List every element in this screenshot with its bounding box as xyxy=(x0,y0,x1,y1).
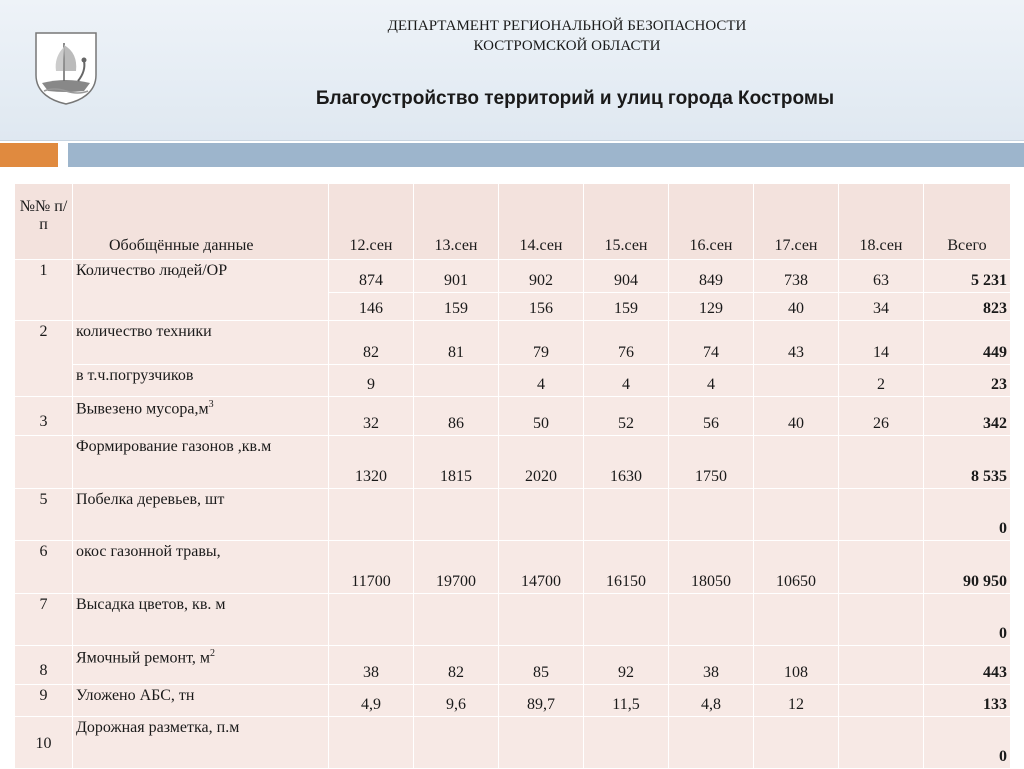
table-cell: 52 xyxy=(584,397,669,436)
table-cell: 4,8 xyxy=(669,685,754,717)
table-cell: 108 xyxy=(754,646,839,685)
table-cell: 81 xyxy=(414,321,499,365)
table-cell: 11700 xyxy=(329,541,414,594)
orange-accent-bar xyxy=(0,143,58,167)
table-cell xyxy=(669,717,754,769)
table-cell: 38 xyxy=(669,646,754,685)
header-num: №№ п/п xyxy=(15,184,73,260)
table-cell: 902 xyxy=(499,260,584,293)
table-cell xyxy=(669,489,754,541)
row-total: 443 xyxy=(924,646,1011,685)
table-row xyxy=(15,717,1011,769)
row-number: 9 xyxy=(15,685,73,717)
table-cell: 76 xyxy=(584,321,669,365)
table-cell: 156 xyxy=(499,293,584,321)
table-cell xyxy=(499,717,584,769)
table-cell: 4 xyxy=(499,365,584,397)
table-cell: 38 xyxy=(329,646,414,685)
table-cell: 19700 xyxy=(414,541,499,594)
unit-superscript: 3 xyxy=(208,399,214,410)
table-cell: 40 xyxy=(754,397,839,436)
table-cell xyxy=(754,489,839,541)
table-cell: 40 xyxy=(754,293,839,321)
header-date: 16.сен xyxy=(669,184,754,260)
row-name: окос газонной травы, xyxy=(73,541,329,594)
table-cell: 16150 xyxy=(584,541,669,594)
table-cell xyxy=(754,365,839,397)
table-row xyxy=(15,321,1011,365)
table-cell xyxy=(499,489,584,541)
table-cell: 10650 xyxy=(754,541,839,594)
row-name: Высадка цветов, кв. м xyxy=(73,594,329,646)
row-number: 10 xyxy=(15,717,73,769)
row-total: 0 xyxy=(924,594,1011,646)
table-cell: 50 xyxy=(499,397,584,436)
table-cell: 63 xyxy=(839,260,924,293)
row-name-text: Вывезено мусора,м xyxy=(76,400,209,418)
row-number: 5 xyxy=(15,489,73,541)
table-cell: 9,6 xyxy=(414,685,499,717)
row-total: 90 950 xyxy=(924,541,1011,594)
header-name: Обобщённые данные xyxy=(73,184,329,260)
header-date: 13.сен xyxy=(414,184,499,260)
row-number: 7 xyxy=(15,594,73,646)
row-name: Уложено АБС, тн xyxy=(73,685,329,717)
table-cell xyxy=(329,489,414,541)
table-cell: 92 xyxy=(584,646,669,685)
table-cell xyxy=(499,594,584,646)
table-cell: 738 xyxy=(754,260,839,293)
table-cell: 2020 xyxy=(499,436,584,489)
header-total: Всего xyxy=(924,184,1011,260)
row-total: 0 xyxy=(924,717,1011,769)
slide-header xyxy=(0,0,1024,141)
table-cell xyxy=(839,685,924,717)
coat-of-arms-icon xyxy=(34,31,98,105)
table-cell: 1750 xyxy=(669,436,754,489)
row-total: 0 xyxy=(924,489,1011,541)
row-name: в т.ч.погрузчиков xyxy=(73,365,329,397)
row-total: 8 535 xyxy=(924,436,1011,489)
table-cell xyxy=(754,717,839,769)
table-cell: 74 xyxy=(669,321,754,365)
row-number: 6 xyxy=(15,541,73,594)
table-cell: 18050 xyxy=(669,541,754,594)
table-cell xyxy=(584,594,669,646)
data-table xyxy=(14,183,1011,769)
table-header-row xyxy=(15,184,1011,260)
table-cell: 32 xyxy=(329,397,414,436)
table-cell: 1320 xyxy=(329,436,414,489)
table-cell xyxy=(839,594,924,646)
row-name: Побелка деревьев, шт xyxy=(73,489,329,541)
row-name xyxy=(73,397,329,436)
table-cell xyxy=(329,717,414,769)
table-cell: 43 xyxy=(754,321,839,365)
table-row xyxy=(15,260,1011,293)
table-cell: 4 xyxy=(584,365,669,397)
header-date: 15.сен xyxy=(584,184,669,260)
table-row xyxy=(15,541,1011,594)
table-cell xyxy=(754,594,839,646)
table-cell: 4 xyxy=(669,365,754,397)
table-cell: 79 xyxy=(499,321,584,365)
table-cell: 4,9 xyxy=(329,685,414,717)
row-name: Формирование газонов ,кв.м xyxy=(73,436,329,489)
table-cell: 874 xyxy=(329,260,414,293)
table-row xyxy=(15,365,1011,397)
table-cell: 1815 xyxy=(414,436,499,489)
blue-accent-bar xyxy=(68,143,1024,167)
table-cell: 901 xyxy=(414,260,499,293)
table-cell: 85 xyxy=(499,646,584,685)
table-cell: 56 xyxy=(669,397,754,436)
table-cell: 849 xyxy=(669,260,754,293)
table-cell xyxy=(414,717,499,769)
slide-title: Благоустройство территорий и улиц города Костромы xyxy=(315,88,835,109)
unit-superscript: 2 xyxy=(210,648,216,659)
table-cell: 14700 xyxy=(499,541,584,594)
table-cell xyxy=(839,717,924,769)
table-cell: 82 xyxy=(329,321,414,365)
row-name xyxy=(73,646,329,685)
table-cell xyxy=(839,646,924,685)
row-total: 5 231 xyxy=(924,260,1011,293)
table-cell: 89,7 xyxy=(499,685,584,717)
table-cell: 9 xyxy=(329,365,414,397)
table-cell xyxy=(839,489,924,541)
row-total: 823 xyxy=(924,293,1011,321)
row-number xyxy=(15,436,73,489)
department-line-2: КОСТРОМСКОЙ ОБЛАСТИ xyxy=(473,38,661,54)
row-number: 8 xyxy=(15,646,73,685)
table-cell: 12 xyxy=(754,685,839,717)
table-cell xyxy=(584,717,669,769)
row-name: Количество людей/ОР xyxy=(73,260,329,321)
header-date: 17.сен xyxy=(754,184,839,260)
table-cell: 82 xyxy=(414,646,499,685)
table-cell xyxy=(669,594,754,646)
row-name: количество техники xyxy=(73,321,329,365)
table-row xyxy=(15,436,1011,489)
table-row xyxy=(15,685,1011,717)
row-number: 3 xyxy=(15,397,73,436)
table-cell: 159 xyxy=(414,293,499,321)
table-cell: 1630 xyxy=(584,436,669,489)
header-date: 18.сен xyxy=(839,184,924,260)
table-cell: 11,5 xyxy=(584,685,669,717)
table-cell: 26 xyxy=(839,397,924,436)
header-date: 12.сен xyxy=(329,184,414,260)
table-cell xyxy=(414,365,499,397)
row-number: 1 xyxy=(15,260,73,321)
table-cell: 146 xyxy=(329,293,414,321)
row-total: 133 xyxy=(924,685,1011,717)
department-name xyxy=(300,16,834,56)
table-row xyxy=(15,489,1011,541)
row-name-text: Ямочный ремонт, м xyxy=(76,649,211,667)
row-number: 2 xyxy=(15,321,73,397)
table-cell xyxy=(414,489,499,541)
table-cell: 159 xyxy=(584,293,669,321)
table-cell: 2 xyxy=(839,365,924,397)
table-cell: 129 xyxy=(669,293,754,321)
department-line-1: ДЕПАРТАМЕНТ РЕГИОНАЛЬНОЙ БЕЗОПАСНОСТИ xyxy=(387,18,747,34)
table-row xyxy=(15,397,1011,436)
table-cell xyxy=(839,436,924,489)
row-total: 449 xyxy=(924,321,1011,365)
table-cell xyxy=(329,594,414,646)
table-cell xyxy=(839,541,924,594)
row-total: 23 xyxy=(924,365,1011,397)
table-cell xyxy=(584,489,669,541)
table-row xyxy=(15,594,1011,646)
table-cell: 14 xyxy=(839,321,924,365)
row-total: 342 xyxy=(924,397,1011,436)
table-row xyxy=(15,646,1011,685)
header-date: 14.сен xyxy=(499,184,584,260)
table-cell xyxy=(414,594,499,646)
table-cell: 34 xyxy=(839,293,924,321)
row-name: Дорожная разметка, п.м xyxy=(73,717,329,769)
table-cell: 904 xyxy=(584,260,669,293)
table-cell xyxy=(754,436,839,489)
table-cell: 86 xyxy=(414,397,499,436)
